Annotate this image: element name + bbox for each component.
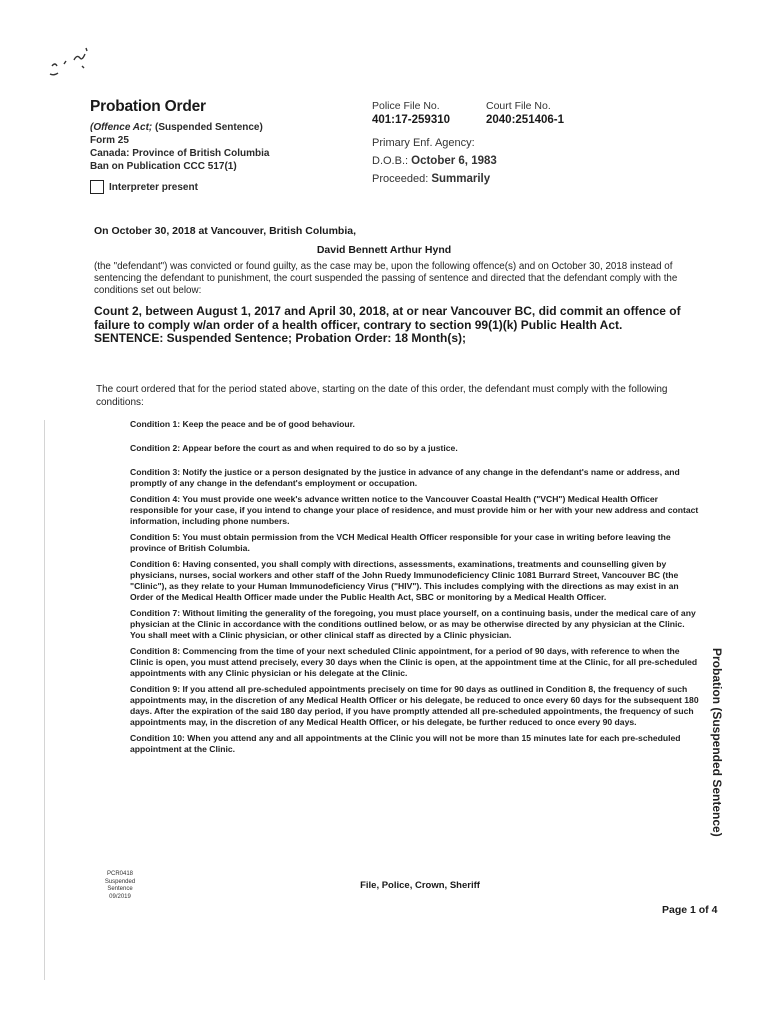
page-number: Page 1 of 4: [662, 904, 718, 916]
distribution-list: File, Police, Crown, Sheriff: [360, 880, 480, 891]
offence-act-italic: (Offence Act;: [90, 122, 153, 133]
condition-10: Condition 10: When you attend any and all appointments at the Clinic you will not be more than 15 minutes late for each pre-scheduled appointment at the Clinic.: [130, 733, 681, 754]
interpreter-row: [90, 180, 350, 194]
condition-5: Condition 5: You must obtain permission from the VCH Medical Health Officer responsible for your case in writing before leaving the province of British Columbia.: [130, 532, 671, 553]
order-date-line: On October 30, 2018 at Vancouver, British Columbia,: [94, 225, 357, 237]
police-file-value: 401:17-259310: [372, 114, 451, 126]
conviction-intro: (the "defendant") was convicted or found guilty, as the case may be, upon the following offence(s) and on October 30, 2018 instead of sentencing the defendant to punishment, the court suspended the passing of sentence and directed that the defendant comply with the conditions set out below:: [94, 261, 678, 296]
dob-value: October 6, 1983: [411, 155, 497, 167]
form-code-line: Sentence: [107, 886, 133, 892]
court-file-label: Court File No.: [486, 100, 551, 112]
handwritten-mark: [46, 44, 96, 78]
police-file: [372, 100, 486, 126]
count-text: Count 2, between August 1, 2017 and April 30, 2018, at or near Vancouver BC, did commit an offence of failure to comply w/an order of a health officer, contrary to section 99(1)(k) Public Health Act.: [94, 304, 681, 332]
offence-act-rest: (Suspended Sentence): [152, 122, 263, 133]
condition-6: Condition 6: Having consented, you shall comply with directions, assessments, examinations, treatments and counselling given by physicians, nurses, social workers and other staff of the John Ruedy Immunodeficiency Clinic 1081 Burrard Street, Vancouver BC (the "Clinic"), as they relate to your Human Immunodeficiency Virus ("HIV"). This includes complying with the directions as may exist in an Order of the Medical Health Officer made under the Public Health Act, SBC or monitoring by a Medical Health Officer.: [130, 559, 679, 602]
interpreter-label: Interpreter present: [109, 181, 198, 193]
file-info: [372, 100, 602, 185]
proceeded-value: Summarily: [431, 173, 491, 185]
condition-9: Condition 9: If you attend all pre-scheduled appointments precisely on time for 90 days as outlined in Condition 8, the frequency of such appointments may, in the discretion of any Medical Health Officer or his delegate, be reduced to once every 60 days for the subsequent 180 days. After the expiration of the said 180 day period, if you have promptly attended all pre-scheduled appointments, the frequency of such appointments may, in the discretion of any Medical Health Officer, or his delegate, be further reduced to once every 90 days.: [130, 684, 699, 727]
form-code-line: 09/2019: [109, 893, 131, 900]
offence-act-line: [90, 121, 350, 134]
count-block: [94, 305, 704, 346]
police-file-label: Police File No.: [372, 100, 440, 112]
dob-line: [372, 155, 602, 167]
jurisdiction: Canada: Province of British Columbia: [90, 148, 270, 159]
sentence-text: SENTENCE: Suspended Sentence; Probation Order: 18 Month(s);: [94, 331, 467, 345]
proceeded-label: Proceeded:: [372, 173, 432, 185]
scan-edge-line: [44, 420, 45, 980]
condition-8: Condition 8: Commencing from the time of your next scheduled Clinic appointment, for a period of 90 days, with reference to when the Clinic is open, you must attend precisely, every 30 days when the Clinic is open, at the appointment time at the Clinic, for all pre-scheduled appointments with any Clinic physician or his delegate at the Clinic.: [130, 646, 698, 678]
defendant-name: David Bennett Arthur Hynd: [316, 244, 452, 256]
form-code-line: Suspended: [104, 878, 136, 885]
condition-1: Condition 1: Keep the peace and be of good behaviour.: [130, 419, 355, 429]
publication-ban: Ban on Publication CCC 517(1): [90, 161, 237, 172]
interpreter-checkbox[interactable]: [90, 180, 104, 194]
document-title: Probation Order: [90, 98, 206, 115]
file-numbers-row: [372, 100, 602, 126]
side-label: [710, 648, 730, 868]
document-header: [90, 98, 350, 194]
dob-label: D.O.B.:: [372, 155, 412, 167]
condition-3: Condition 3: Notify the justice or a person designated by the justice in advance of any change in the defendant's name or address, and promptly of any change in the defendant's employment or occupation.: [130, 467, 680, 488]
conditions-intro: The court ordered that for the period stated above, starting on the date of this order, the defendant must comply with the following conditions:: [96, 384, 668, 408]
enforcement-agency: Primary Enf. Agency:: [372, 137, 475, 149]
form-number: Form 25: [90, 135, 129, 146]
proceeded-line: [372, 173, 602, 185]
form-code-line: PCR0418: [106, 871, 133, 877]
condition-2: Condition 2: Appear before the court as and when required to do so by a justice.: [130, 443, 458, 453]
court-file: [486, 100, 564, 126]
condition-4: Condition 4: You must provide one week's advance written notice to the Vancouver Coastal Health ("VCH") Medical Health Officer responsible for your case, if you intend to change your place of residence, and must provide him or her with your new address and contact information, including phone numbers.: [130, 494, 699, 526]
conditions-list: [130, 419, 700, 755]
condition-7: Condition 7: Without limiting the generality of the foregoing, you must place yourself, on a continuing basis, under the medical care of any physician at the Clinic in accordance with the conditions outlined below, or as may be otherwise directed by any physician at the Clinic. You shall meet with a Clinic physician, or other clinical staff as directed by a Clinic physician.: [130, 608, 696, 640]
side-label-text: Probation (Suspended Sentence): [710, 648, 724, 837]
court-file-value: 2040:251406-1: [486, 114, 565, 126]
